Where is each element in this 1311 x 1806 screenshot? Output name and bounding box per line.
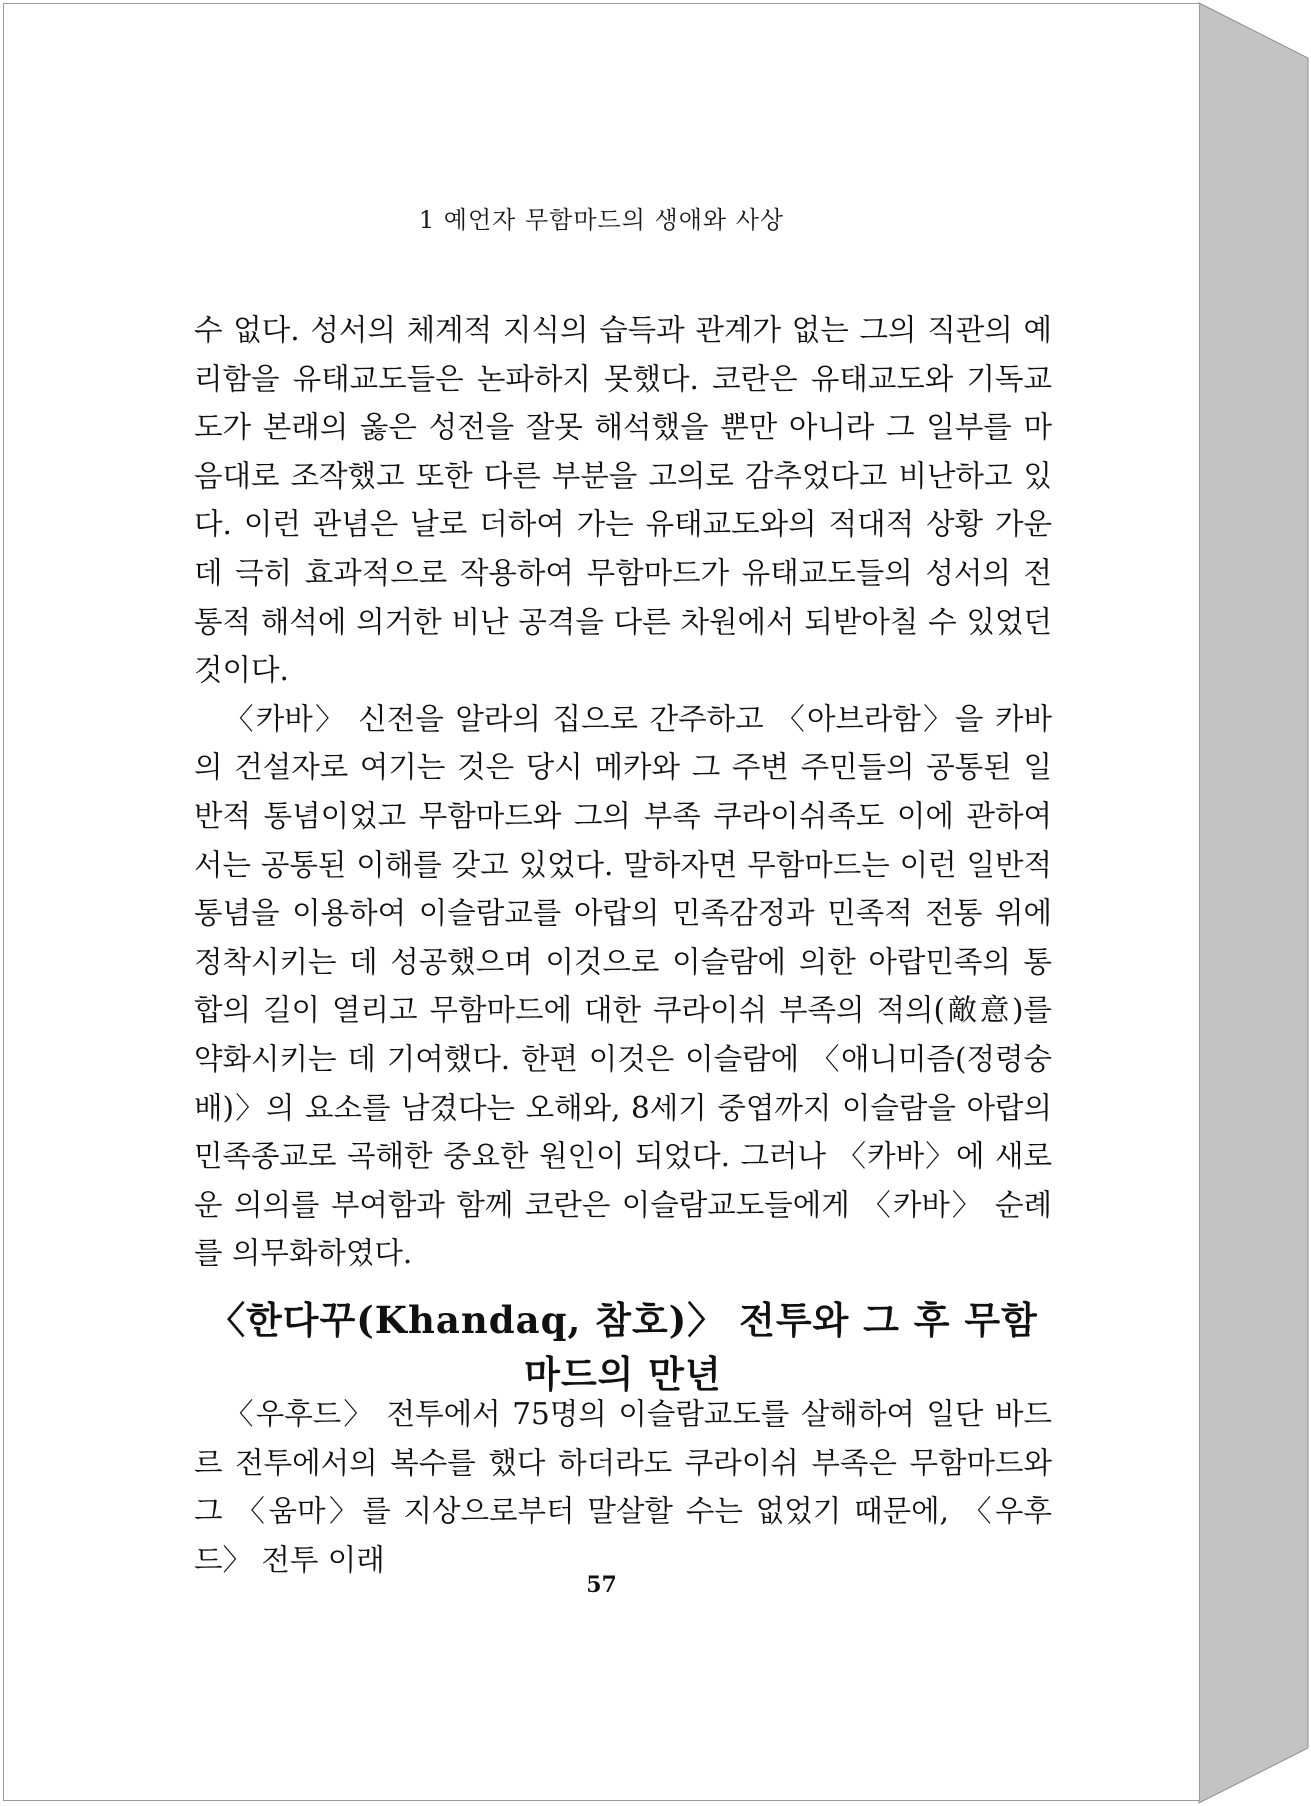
book-page — [3, 3, 1200, 1801]
paragraph: 수 없다. 성서의 체계적 지식의 습득과 관계가 없는 그의 직관의 예리함을 유태교도들은 논파하지 못했다. 코란은 유태교도와 기독교도가 본래의 옳은 성전을 잘못 해석했을 뿐만 아니라 그 일부를 마음대로 조작했고 또한 다른 부분을 고의로 감추었다고 비난하고 있다. 이런 관념은 날로 더하여 가는 유태교도와의 적대적 상황 가운데 극히 효과적으로 작용하여 무함마드가 유태교도들의 성서의 전통적 해석에 의거한 비난 공격을 다른 차원에서 되받아칠 수 있었던 것이다. — [194, 313, 1052, 688]
page-number: 57 — [586, 1572, 617, 1598]
paragraph: 〈우후드〉 전투에서 75명의 이슬람교도를 살해하여 일단 바드르 전투에서의 복수를 했다 하더라도 쿠라이쉬 부족은 무함마드와 그 〈움마〉를 지상으로부터 말살할 수는 없었기 때문에, 〈우후드〉 전투 이래 — [194, 1397, 1052, 1577]
running-head: 1 예언자 무함마드의 생애와 사상 — [418, 206, 785, 234]
section-heading: 〈한다꾸(Khandaq, 참호)〉 전투와 그 후 무함마드의 만년 — [208, 1298, 1038, 1396]
section-body-text — [194, 1390, 1052, 1584]
paragraph: 〈카바〉 신전을 알라의 집으로 간주하고 〈아브라함〉을 카바의 건설자로 여기는 것은 당시 메카와 그 주변 주민들의 공통된 일반적 통념이었고 무함마드와 그의 부족 쿠라이쉬족도 이에 관하여서는 공통된 이해를 갖고 있었다. 말하자면 무함마드는 이런 일반적 통념을 이용하여 이슬람교를 아랍의 민족감정과 민족적 전통 위에 정착시키는 데 성공했으며 이것으로 이슬람에 의한 아랍민족의 통합의 길이 열리고 무함마드에 대한 쿠라이쉬 부족의 적의(敵意)를 약화시키는 데 기여했다. 한편 이것은 이슬람에 〈애니미즘(정령숭배)〉의 요소를 남겼다는 오해와, 8세기 중엽까지 이슬람을 아랍의 민족종교로 곡해한 중요한 원인이 되었다. 그러나 〈카바〉에 새로운 의의를 부여함과 함께 코란은 이슬람교도들에게 〈카바〉 순례를 의무화하였다. — [194, 701, 1052, 1271]
body-text — [194, 306, 1052, 1278]
